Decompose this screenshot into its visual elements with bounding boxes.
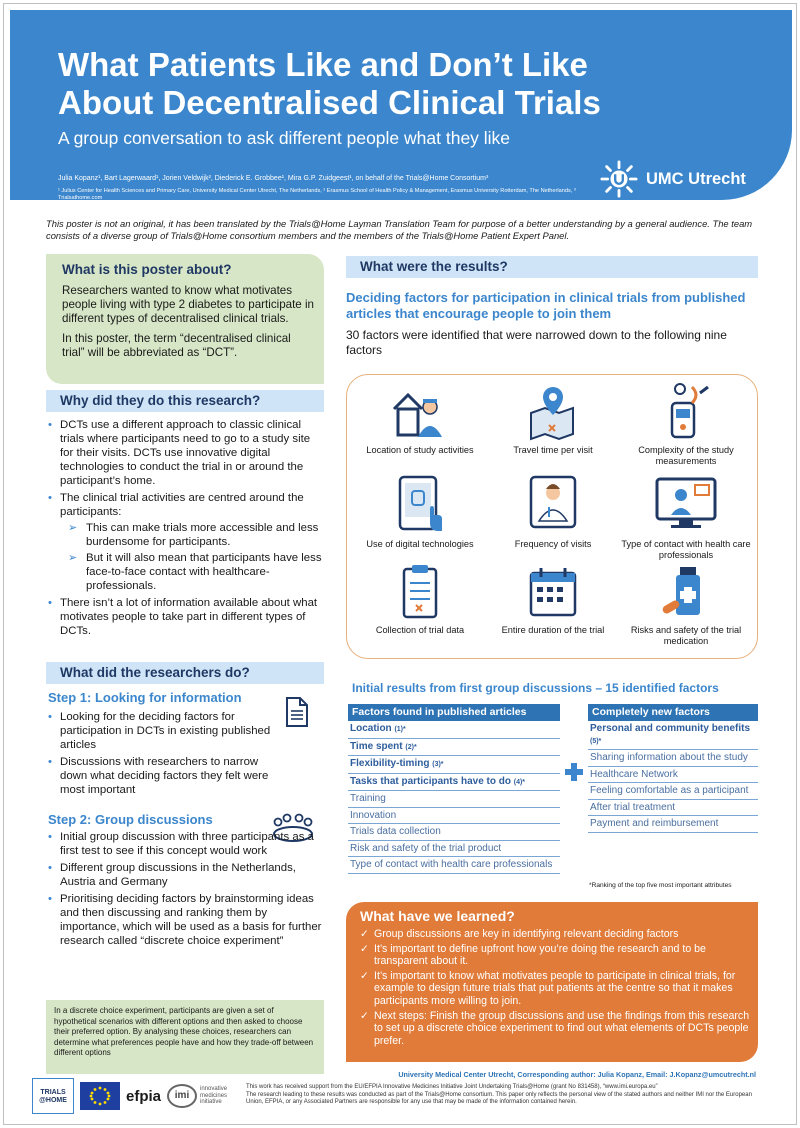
factor-label: Entire duration of the trial [501,625,605,635]
poster-title [58,46,758,122]
factor-label: Location of study activities [366,445,474,455]
eu-flag-icon [80,1082,120,1110]
plus-icon [564,762,584,782]
factor-label: Collection of trial data [375,625,465,635]
factor-label: Frequency of visits [514,539,592,549]
factor-risks [621,563,751,647]
header-banner [10,10,792,200]
discrete-choice-note: In a discrete choice experiment, participants are given a set of hypothetical scenarios with different options and then asked to choose their preferred option. By analysing these choices, researchers can determine what preferences people have and how they trade-off between different options [46,1000,324,1074]
umc-name: UMC Utrecht [646,169,746,188]
about-paragraph-1: Researchers wanted to know what motivates people living with type 2 diabetes to participate in different types of decentralised clinical trials. [62,284,314,325]
partner-logos [32,1078,236,1114]
factor-travel-time [488,383,618,456]
funding-note: This work has received support from the EU/EFPIA Innovative Medicines Initiative Joint Undertaking Trials@Home (grant No 831458), “www.imi.europa.eu” [246,1084,658,1090]
umc-utrecht-logo [600,160,746,198]
why-bullet-2: • The clinical trial activities are centred around the participants: ➢ This can make trials more accessible and less burdensome for participants. ➢ But it will also mean that participants have less face-to-face contact with healthcare-professionals. [46,491,324,593]
nurse-house-icon [390,383,450,441]
why-sub-bullet-2: ➢ But it will also mean that participants have less face-to-face contact with healthcare-professionals. [66,551,324,593]
factor-label: Type of contact with health care professionals [621,539,751,560]
learned-title: What have we learned? [360,908,515,924]
table-row: Personal and community benefits (5)* [588,721,758,750]
title-line-1: What Patients Like and Don’t Like [58,46,588,83]
poster-subtitle: A group conversation to ask different people what they like [58,128,511,148]
factor-label: Travel time per visit [513,445,593,455]
about-paragraph-2: In this poster, the term “decentralised clinical trial” will be abbreviated as “DCT”. [62,332,291,359]
learned-section [346,902,758,1062]
map-pin-icon [523,383,583,441]
table-row: Healthcare Network [588,767,758,784]
table-row: Innovation [348,808,560,825]
learned-item: ✓ Next steps: Finish the group discussions and use the findings from this research to set up a discrete choice experiment to find out what elements of DCTs people prefer. [360,1010,752,1048]
step-2-bullet-3: • Prioritising deciding factors by brainstorming ideas and then discussing and ranking them by importance, which will be used as a basis for further research called “discrete choice experiment” [46,892,324,948]
umc-sun-icon [600,160,638,198]
doctor-screen-icon [523,473,583,535]
why-sub-bullet-1: ➢ This can make trials more accessible and less burdensome for participants. [66,521,324,549]
ranking-note: *Ranking of the top five most important attributes [589,882,732,889]
factor-frequency [488,473,618,550]
medicine-bottle-icon [656,563,716,621]
new-header: Completely new factors [588,704,758,721]
initial-results-title: Initial results from first group discussions – 15 identified factors [352,681,719,695]
affiliations: ¹ Julius Center for Health Sciences and Primary Care, University Medical Center Utrecht, The Netherlands, ² Erasmus School of Health Policy & Management, Erasmus University Rotterdam, The Netherlands, ³ Trialsathome.com [58,188,576,201]
about-text [62,284,316,366]
table-row: Location (1)* [348,721,560,739]
table-row: Payment and reimbursement [588,816,758,833]
results-title: What were the results? [346,256,758,278]
footer-text [246,1084,758,1107]
translation-disclaimer: This poster is not an original, it has been translated by the Trials@Home Layman Translation Team for purpose of a better understanding by a general audience. The team consists of a diverse group of Trials@Home consortium members and the members of the Trials@Home Patient Expert Panel. [46,218,753,241]
factor-contact [621,473,751,561]
table-row: Trials data collection [348,824,560,841]
learned-list [360,928,752,1049]
factors-intro: 30 factors were identified that were narrowed down to the following nine factors [346,328,727,357]
table-row: Tasks that participants have to do (4)* [348,774,560,792]
factor-label: Complexity of the study measurements [638,445,734,466]
factor-location [355,383,485,456]
authors: Julia Kopanz¹, Bart Lagerwaard¹, Jorien Veldwijk², Diederick E. Grobbee¹, Mira G.P. Zuidgeest¹, on behalf of the Trials@Home Consortium³ [58,175,489,182]
why-section [46,418,324,641]
table-row: Risk and safety of the trial product [348,841,560,858]
title-line-2: About Decentralised Clinical Trials [58,84,601,121]
factor-duration [488,563,618,636]
step-1-title: Step 1: Looking for information [48,690,242,705]
factor-digital [355,473,485,550]
step-1-bullet-2: • Discussions with researchers to narrow down what deciding factors they felt were most important [46,755,278,797]
clipboard-icon [390,563,450,621]
step-1-bullet-1: • Looking for the deciding factors for participation in DCTs in existing published articles [46,710,278,752]
imi-logo: imi innovative medicines initiative [167,1084,236,1108]
efpia-logo: efpia [126,1087,162,1105]
factor-label: Use of digital technologies [366,539,474,549]
table-row: Type of contact with health care professionals [348,857,560,874]
step-2-list [46,830,324,951]
deciding-factors-title: Deciding factors for participation in clinical trials from published articles that encourage people to join them [346,290,746,321]
step-2-bullet-1: • Initial group discussion with three participants as a first test to see if this concept would work [46,830,324,858]
factor-complexity [621,379,751,467]
table-row: After trial treatment [588,800,758,817]
step-2-bullet-2: • Different group discussions in the Netherlands, Austria and Germany [46,861,324,889]
step-2-title: Step 2: Group discussions [48,812,213,827]
why-bullet-3: • There isn’t a lot of information available about what motivates people to take part in different types of DCTs. [46,596,324,638]
document-icon [284,696,310,728]
table-row: Training [348,791,560,808]
footer-disclaimer: The research leading to these results was conducted as part of the Trials@Home consortium. This paper only reflects the personal view of the stated authors and neither IMI nor the European Union, EFPIA, or any Associated Partners are responsible for any use that may be made of the information contained herein. [246,1091,752,1106]
trials-at-home-logo: TRIALS @HOME [32,1078,74,1114]
table-row: Flexibility-timing (3)* [348,756,560,774]
table-row: Feeling comfortable as a participant [588,783,758,800]
tablet-touch-icon [390,473,450,535]
about-title: What is this poster about? [62,262,232,277]
new-factors-table [588,704,758,833]
why-bullet-1: • DCTs use a different approach to classic clinical trials where participants need to go to a study site for their visits. DCTs use innovative digital technologies to conduct the trial in or around the participant’s home. [46,418,324,488]
learned-item: ✓ It’s important to know what motivates people to participate in clinical trials, for example to design future trials that put patients at the centre so that it makes participants more willing to join. [360,970,752,1008]
table-row: Sharing information about the study [588,750,758,767]
step-1-list [46,710,278,800]
video-call-icon [651,473,721,535]
about-section [46,254,324,384]
researchers-title: What did the researchers do? [46,662,324,684]
calendar-icon [523,563,583,621]
learned-item: ✓ It’s important to define upfront how you’re doing the research and to be transparent about it. [360,943,752,968]
poster [3,3,797,1125]
glucose-meter-icon [656,379,716,441]
factors-panel [346,374,758,659]
published-header: Factors found in published articles [348,704,560,721]
learned-item: ✓ Group discussions are key in identifying relevant deciding factors [360,928,752,941]
factor-label: Risks and safety of the trial medication [630,625,742,646]
factor-data-collection [355,563,485,636]
why-title: Why did they do this research? [46,390,324,412]
table-row: Time spent (2)* [348,739,560,757]
published-factors-table [348,704,560,874]
corresponding-author: University Medical Center Utrecht, Corresponding author: Julia Kopanz, Email: J.Kopanz@umcutrecht.nl [398,1070,756,1079]
